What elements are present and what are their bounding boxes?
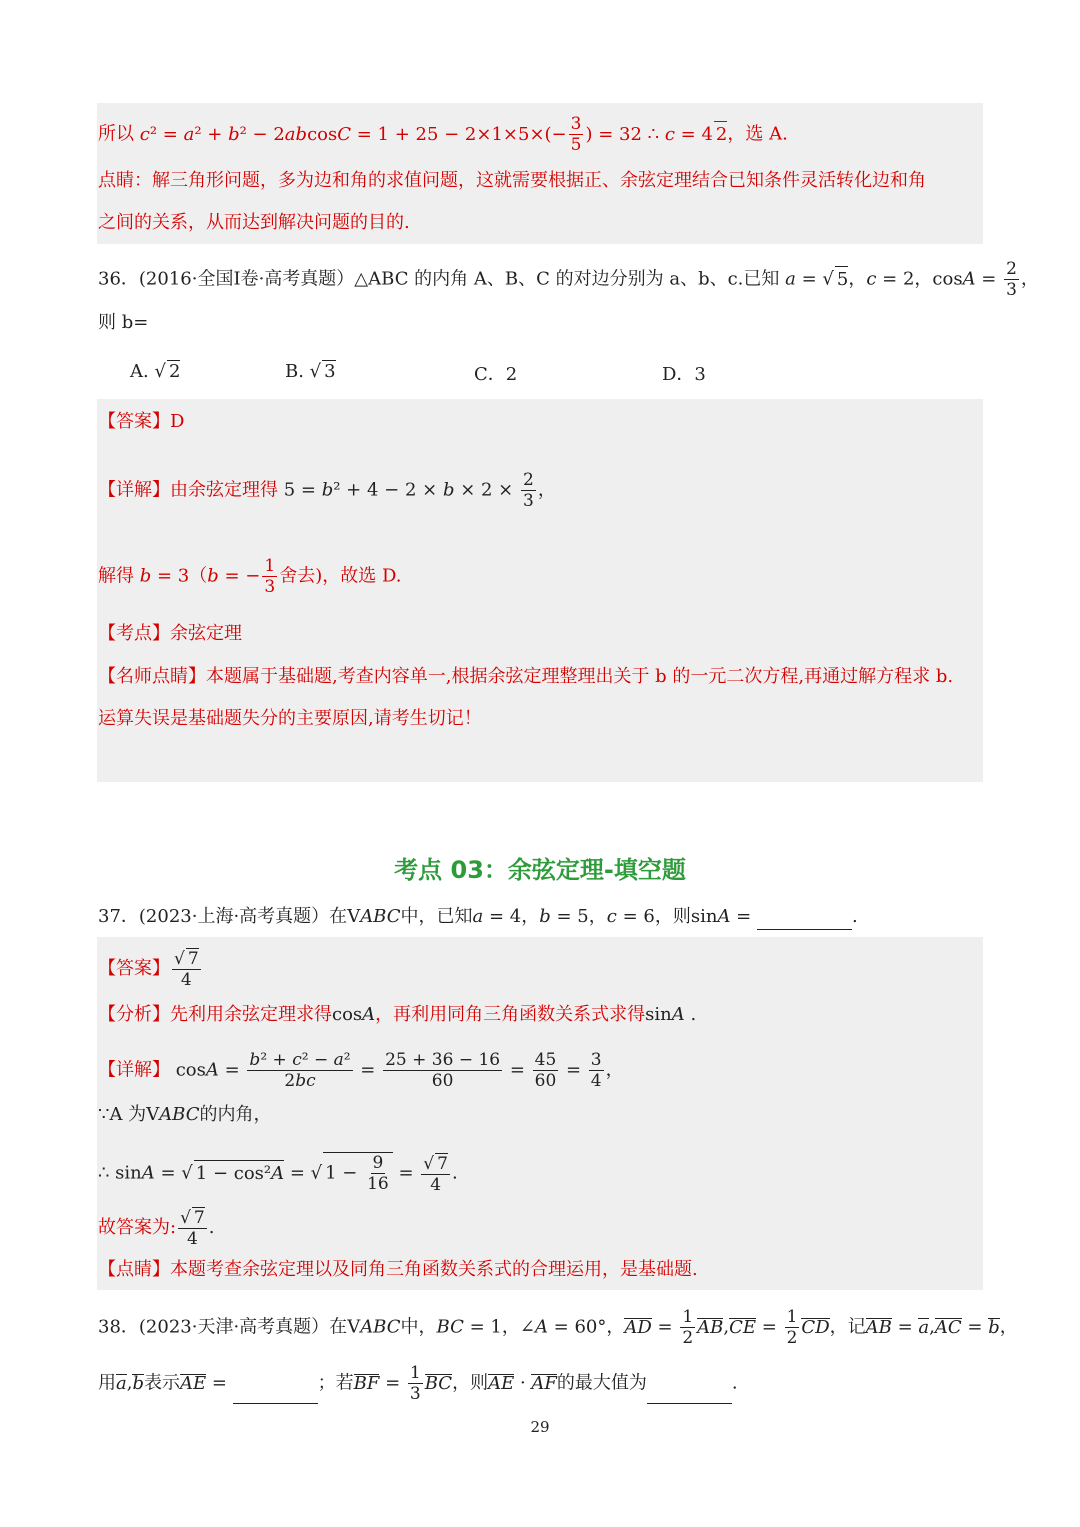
option-b: B. √ 3 — [285, 361, 336, 382]
q37-detail: 【详解】 cosA = $\frac{\text{b² + c² − a²}}{2bc}$ = $\frac{25 + 36 - 16}{60}$ = $\frac{45}{60}$ = $\frac{3}{4}$ ， — [98, 1050, 624, 1091]
q36-teacher: 【名师点睛】本题属于基础题,考查内容单一,根据余弦定理整理出关于 b 的一元二次方程,再通过解方程求 b. — [98, 666, 954, 687]
section-heading: 考点 03：余弦定理-填空题 — [394, 856, 686, 884]
cosine-formula-line: 所以 c² = a² + b² − 2abcosC = 1 + 25 − 2×1×5×(− $\frac{3}{5}$ ) = 32 ∴ c = 4 2，选 A. — [98, 114, 788, 155]
q38-stem: 38．(2023·天津·高考真题）在VABC中，BC = 1，∠A = 60°，AD = $\frac{1}{2}$ AB,CE = $\frac{1}{2}$ CD，记AB = a,AC = b， — [98, 1307, 1018, 1348]
q37-answer: 【答案】 $\frac{√ 7}{4}$ — [98, 949, 199, 990]
option-d: D．3 — [662, 364, 706, 385]
q36-detail: 【详解】由余弦定理得 5 = b² + 4 − 2 × b × 2 × $\frac{2}{3}$ ， — [98, 470, 556, 511]
q36-answer: 【答案】D — [98, 411, 185, 432]
option-c: C．2 — [474, 364, 518, 385]
q36-stem: 36．(2016·全国Ⅰ卷·高考真题）△ABC 的内角 A、B、C 的对边分别为 a、b、c.已知 a = √ 5，c = 2，cosA = $\frac{2}{3}$ ， — [98, 259, 1039, 300]
q36-teacher-2: 运算失误是基础题失分的主要原因,请考生切记！ — [98, 708, 482, 729]
q37-therefore: ∴ sinA = √ 1 − cos²A = √ 1 − $\frac{9}{16}$ = $\frac{√ 7}{4}$ . — [98, 1153, 458, 1195]
q36-solve: 解得 b = 3（b = − $\frac{1}{3}$ 舍去)，故选 D. — [98, 556, 402, 597]
q37-stem: 37．(2023·上海·高考真题）在VABC中，已知a = 4，b = 5，c = 6，则sinA = . — [98, 904, 858, 930]
page-number: 29 — [530, 1418, 550, 1436]
note-line-2: 之间的关系，从而达到解决问题的目的. — [98, 212, 410, 233]
q37-because: ∵A 为VABC的内角， — [98, 1104, 272, 1125]
q36-stem-2: 则 b= — [98, 312, 149, 333]
note-line: 点睛：解三角形问题，多为边和角的求值问题，这就需要根据正、余弦定理结合已知条件灵活转化边和角 — [98, 170, 926, 191]
q36-kaodian: 【考点】余弦定理 — [98, 623, 242, 644]
q37-note: 【点睛】本题考查余弦定理以及同角三角函数关系式的合理运用，是基础题. — [98, 1259, 698, 1280]
q37-analysis: 【分析】先利用余弦定理求得cosA，再利用同角三角函数关系式求得sinA . — [98, 1004, 697, 1025]
option-a: A. √ 2 — [130, 361, 181, 382]
q38-stem-2: 用a,b表示AE = ；若BF = $\frac{1}{3}$ BC，则AE · AF的最大值为 . — [98, 1363, 738, 1404]
q37-conclusion: 故答案为: $\frac{√ 7}{4}$ . — [98, 1208, 215, 1249]
